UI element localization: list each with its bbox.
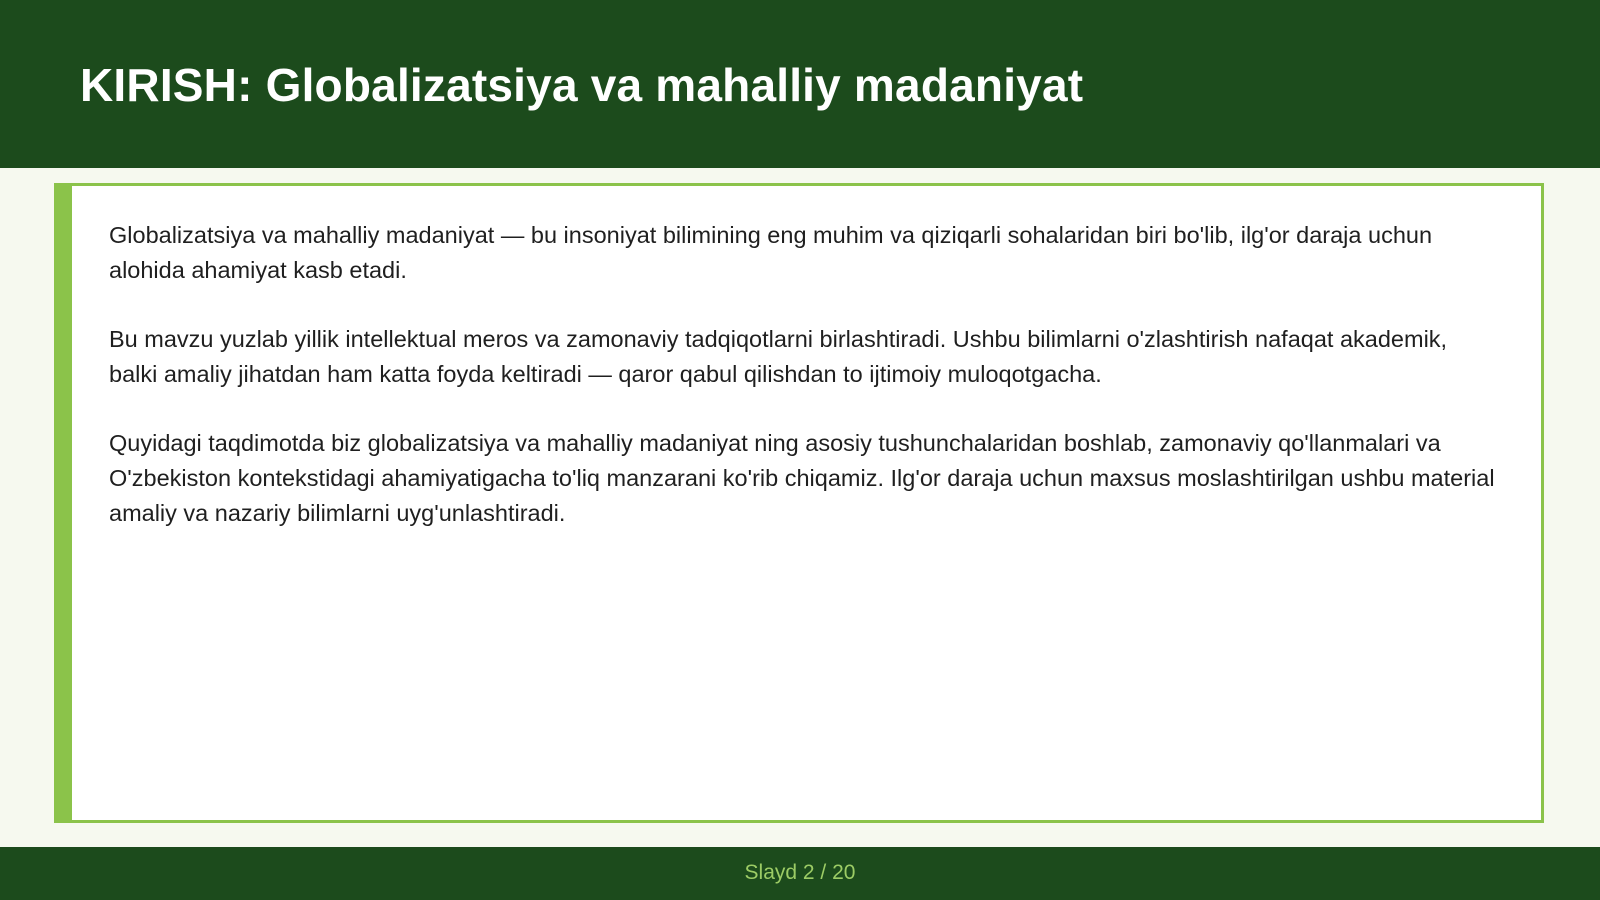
content-card xyxy=(54,183,1544,823)
slide-title: KIRISH: Globalizatsiya va mahalliy madaniyat xyxy=(80,59,1084,111)
paragraph-heritage: Bu mavzu yuzlab yillik intellektual meros va zamonaviy tadqiqotlarni birlashtiradi. Ushbu bilimlarni o'zlashtirish nafaqat akademik, balki amaliy jihatdan ham katta foyda keltiradi — qaror qabul qilishdan to ijtimoiy muloqotgacha. xyxy=(109,326,1448,387)
paragraph-intro: Globalizatsiya va mahalliy madaniyat — bu insoniyat bilimining eng muhim va qiziqarli sohalaridan biri bo'lib, ilg'or daraja uchun alohida ahamiyat kasb etadi. xyxy=(109,222,1433,283)
slide-counter: Slayd 2 / 20 xyxy=(744,861,856,884)
paragraph-overview: Quyidagi taqdimotda biz globalizatsiya va mahalliy madaniyat ning asosiy tushunchalaridan boshlab, zamonaviy qo'llanmalari va O'zbekiston kontekstidagi ahamiyatigacha to'liq manzarani ko'rib chiqamiz. Ilg'or daraja uchun maxsus moslashtirilgan ushbu material amaliy va nazariy bilimlarni uyg'unlashtiradi. xyxy=(109,430,1495,526)
slide-header xyxy=(0,0,1600,168)
slide-footer xyxy=(0,847,1600,900)
